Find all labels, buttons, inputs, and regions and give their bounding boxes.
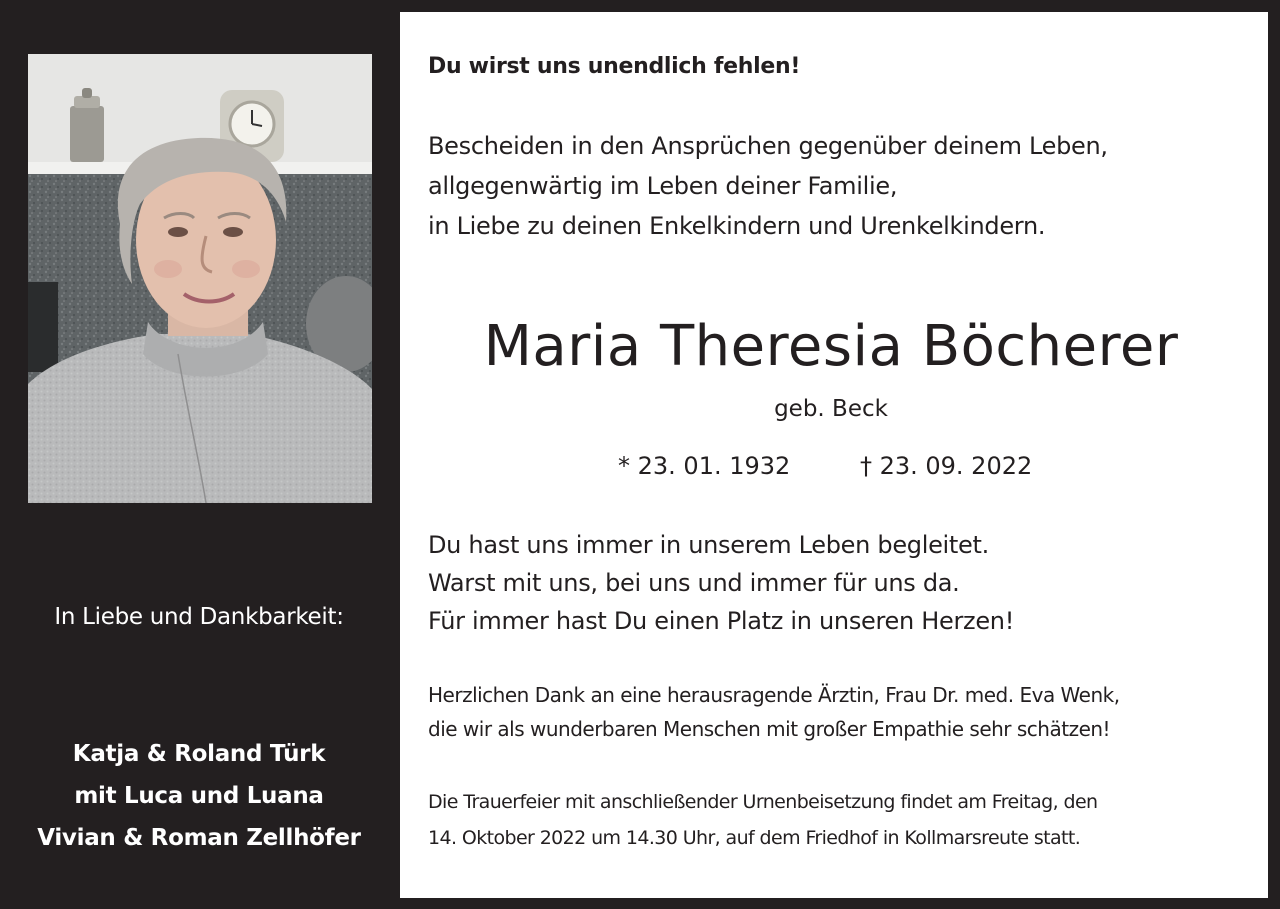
deceased-name: Maria Theresia Böcherer — [483, 314, 1179, 379]
intro-text — [428, 126, 1108, 246]
funeral-line: 14. Oktober 2022 um 14.30 Uhr, auf dem Friedhof in Kollmarsreute statt. — [428, 827, 1081, 849]
portrait-photo — [28, 54, 372, 503]
birth-date: * 23. 01. 1932 — [618, 452, 791, 480]
obituary-card — [400, 12, 1268, 898]
left-panel — [0, 0, 398, 909]
mourner-line: Vivian & Roman Zellhöfer — [37, 825, 361, 851]
funeral-notice — [428, 784, 1098, 856]
intro-line: Bescheiden in den Ansprüchen gegenüber deinem Leben, — [428, 132, 1108, 160]
life-dates — [618, 452, 1032, 480]
intro-line: in Liebe zu deinen Enkelkindern und Urenkelkindern. — [428, 212, 1046, 240]
portrait-illustration — [28, 54, 372, 503]
intro-line: allgegenwärtig im Leben deiner Familie, — [428, 172, 898, 200]
thanks-line: die wir als wunderbaren Menschen mit großer Empathie sehr schätzen! — [428, 717, 1111, 741]
mourner-line: Katja & Roland Türk — [72, 741, 326, 767]
death-date: † 23. 09. 2022 — [859, 452, 1033, 480]
thanks-line: Herzlichen Dank an eine herausragende Ärztin, Frau Dr. med. Eva Wenk, — [428, 683, 1120, 707]
mourner-line: mit Luca und Luana — [74, 783, 324, 809]
mourners-list — [0, 733, 398, 859]
dedication-label: In Liebe und Dankbarkeit: — [54, 604, 344, 630]
memorial-verse — [428, 526, 1014, 640]
funeral-line: Die Trauerfeier mit anschließender Urnenbeisetzung findet am Freitag, den — [428, 791, 1098, 813]
thanks-text — [428, 678, 1120, 746]
maiden-name: geb. Beck — [774, 396, 888, 422]
verse-line: Für immer hast Du einen Platz in unseren Herzen! — [428, 607, 1015, 635]
headline: Du wirst uns unendlich fehlen! — [428, 54, 801, 79]
verse-line: Warst mit uns, bei uns und immer für uns da. — [428, 569, 960, 597]
verse-line: Du hast uns immer in unserem Leben begleitet. — [428, 531, 989, 559]
